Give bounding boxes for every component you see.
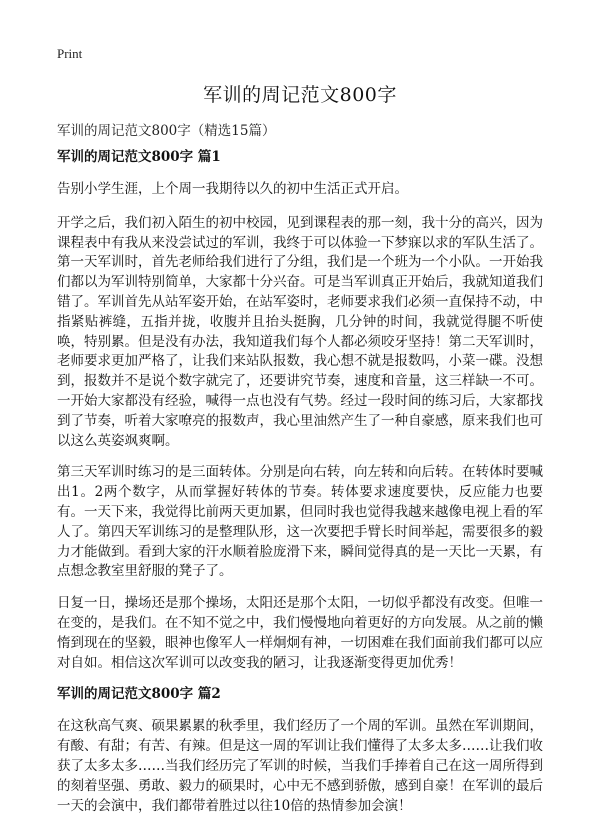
paragraph: 日复一日，操场还是那个操场，太阳还是那个太阳，一切似乎都没有改变。但唯一在变的，是我们。在不知不觉之中，我们慢慢地向着更好的方向发展。从之前的懒惰到现在的坚毅，眼神也像军人一样炯炯有神，一切困难在我们面前我们都可以应对自如。相信这次军训可以改变我的陋习，让我逐渐变得更加优秀！	[57, 595, 543, 671]
section-heading-1: 军训的周记范文800字 篇1	[57, 149, 221, 165]
page-title: 军训的周记范文800字	[203, 84, 397, 106]
paragraph: 第三天军训时练习的是三面转体。分别是向右转，向左转和向后转。在转体时要喊出1。2两个数字，从而掌握好转体的节奏。转体要求速度要快，反应能力也要有。一天下来，我觉得比前两天更加累，但同时我也觉得我越来越像电视上看的军人了。第四天军训练习的是整理队形，这一次要把手臂长时间举起，需要很多的毅力才能做到。看到大家的汗水顺着脸庞滑下来，瞬间觉得真的是一天比一天累，有点想念教室里舒服的凳子了。	[57, 464, 543, 580]
document-body	[57, 148, 543, 828]
paragraph: 告别小学生涯，上个周一我期待以久的初中生活正式开启。	[57, 181, 408, 197]
section-heading-2: 军训的周记范文800字 篇2	[57, 686, 221, 703]
paragraph: 在这秋高气爽、硕果累累的秋季里，我们经历了一个周的军训。虽然在军训期间，有酸、有甜；有苦、有辣。但是这一周的军训让我们懂得了太多太多……让我们收获了太多太多……当我们经历完了军训的时候，当我们手捧着自己在这一周所得到的刻着坚强、勇敢、毅力的硕果时，心中无不感到骄傲，感到自豪！在军训的最后一天的会演中，我们都带着胜过以往10倍的热情参加会演！	[57, 718, 543, 814]
paragraph: 开学之后，我们初入陌生的初中校园，见到课程表的那一刻，我十分的高兴，因为课程表中有我从来没尝试过的军训，我终于可以体验一下梦寐以求的军队生活了。第一天军训时，首先老师给我们进行了分组，我们是一个班为一个小队。一开始我们都以为军训特别简单，大家都十分兴奋。可是当军训真正开始后，我就知道我们错了。军训首先从站军姿开始，在站军姿时，老师要求我们必须一直保持不动，中指紧贴裤缝，五指并拢，收腹并且抬头挺胸，几分钟的时间，我就觉得腿不听使唤，特别累。但是没有办法，我知道我们每个人都必须咬牙坚持！第二天军训时，老师要求更加严格了，让我们来站队报数，我心想不就是报数吗，小菜一碟。没想到，报数并不是说个数字就完了，还要讲究节奏，速度和音量，这三样缺一不可。一开始大家都没有经验，喊得一点也没有气势。经过一段时间的练习后，大家都找到了节奏，听着大家嘹亮的报数声，我心里油然产生了一种自豪感，原来我们也可以这么英姿飒爽啊。	[57, 214, 543, 449]
print-link[interactable]: Print	[57, 46, 83, 61]
document-subtitle: 军训的周记范文800字（精选15篇）	[57, 123, 276, 139]
